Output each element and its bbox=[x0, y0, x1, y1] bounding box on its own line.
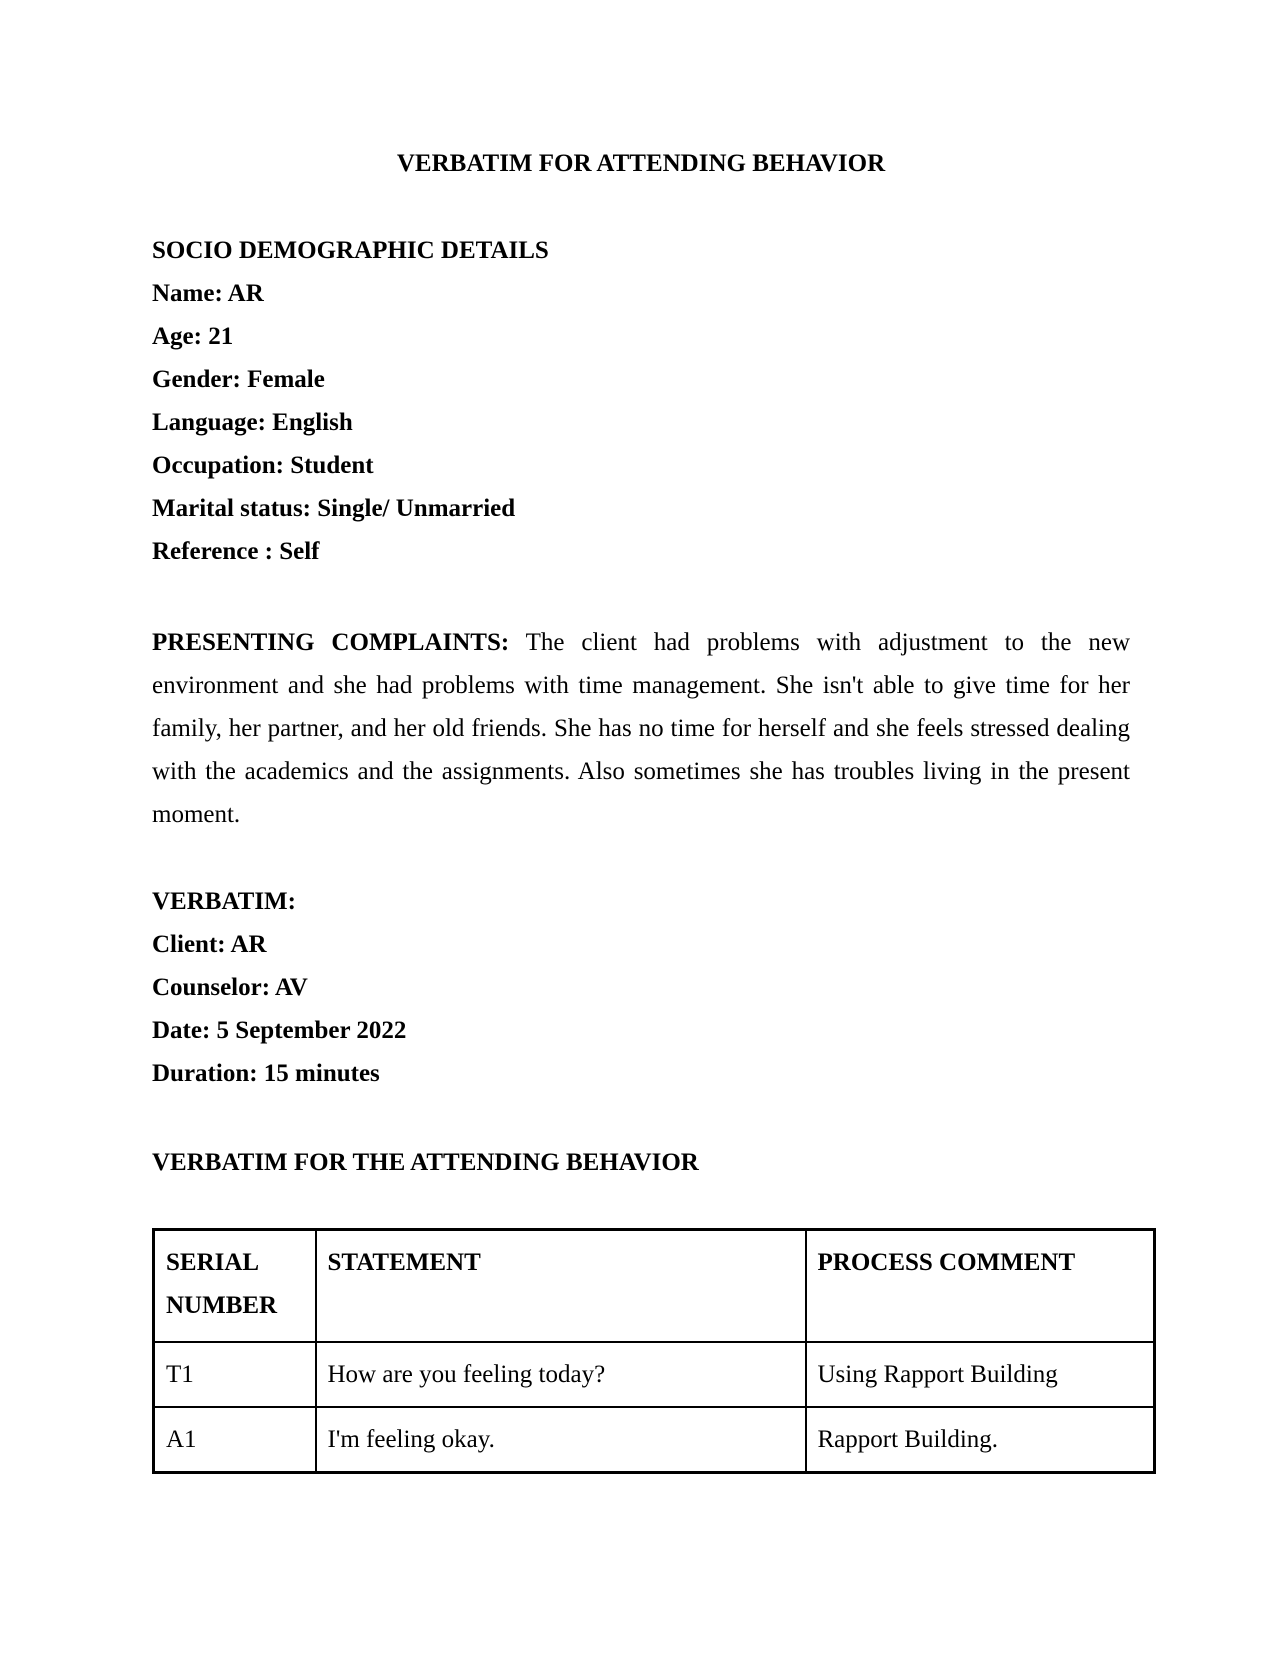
cell-serial: T1 bbox=[154, 1342, 316, 1407]
table-header-serial-number: SERIAL NUMBER bbox=[154, 1230, 316, 1343]
verbatim-table bbox=[152, 1228, 1156, 1474]
socio-line-gender: Gender: Female bbox=[152, 366, 325, 393]
cell-statement: How are you feeling today? bbox=[316, 1342, 806, 1407]
table-header-process-comment: PROCESS COMMENT bbox=[806, 1230, 1155, 1343]
presenting-complaints-paragraph bbox=[152, 621, 1130, 836]
cell-process-comment: Rapport Building. bbox=[806, 1407, 1155, 1473]
verbatim-line-counselor: Counselor: AV bbox=[152, 974, 308, 1001]
cell-statement: I'm feeling okay. bbox=[316, 1407, 806, 1473]
verbatim-line-client: Client: AR bbox=[152, 931, 267, 958]
presenting-complaints-text: The client had problems with adjustment to the new environment and she had problems with time management. She isn't able to give time for her family, her partner, and her old friends. She has no time for herself and she feels stressed dealing with the academics and the assignments. Also sometimes she has troubles living in the present moment. bbox=[152, 629, 1130, 828]
verbatim-line-duration: Duration: 15 minutes bbox=[152, 1060, 380, 1087]
verbatim-heading: VERBATIM: bbox=[152, 888, 296, 915]
cell-serial: A1 bbox=[154, 1407, 316, 1473]
socio-line-occupation: Occupation: Student bbox=[152, 452, 374, 479]
socio-demographic-heading: SOCIO DEMOGRAPHIC DETAILS bbox=[152, 237, 549, 264]
socio-line-marital-status: Marital status: Single/ Unmarried bbox=[152, 495, 516, 522]
presenting-complaints-label: PRESENTING COMPLAINTS: bbox=[152, 629, 510, 656]
table-row bbox=[154, 1342, 1155, 1407]
socio-line-name: Name: AR bbox=[152, 280, 264, 307]
table-section-heading: VERBATIM FOR THE ATTENDING BEHAVIOR bbox=[152, 1149, 699, 1176]
socio-line-age: Age: 21 bbox=[152, 323, 234, 350]
table-header-statement: STATEMENT bbox=[316, 1230, 806, 1343]
socio-line-reference: Reference : Self bbox=[152, 538, 320, 565]
verbatim-line-date: Date: 5 September 2022 bbox=[152, 1017, 407, 1044]
document-title: VERBATIM FOR ATTENDING BEHAVIOR bbox=[396, 150, 886, 177]
table-header-row bbox=[154, 1230, 1155, 1343]
socio-line-language: Language: English bbox=[152, 409, 353, 436]
table-row bbox=[154, 1407, 1155, 1473]
cell-process-comment: Using Rapport Building bbox=[806, 1342, 1155, 1407]
